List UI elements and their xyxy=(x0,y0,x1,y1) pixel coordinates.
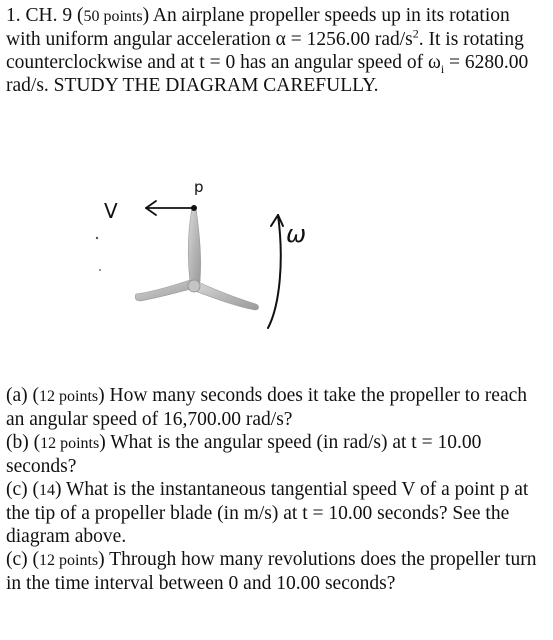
omega-symbol: ω xyxy=(427,52,441,73)
propeller-blade-left xyxy=(135,280,196,301)
problem-points: 50 points xyxy=(83,8,143,25)
questions-list xyxy=(6,384,546,595)
problem-text-a: An airplane propeller speeds up in its rotation with uniform angular acceleration xyxy=(6,5,510,50)
question-b: (b) (12 points) What is the angular speed (in rad/s) at t = 10.00 seconds? xyxy=(6,432,482,477)
propeller-diagram xyxy=(80,170,380,370)
omega-subscript: i xyxy=(440,61,445,76)
propeller-hub xyxy=(188,280,200,292)
propeller-blade-top xyxy=(188,208,200,282)
speck-dot xyxy=(96,237,98,239)
chapter-label: CH. 9 xyxy=(25,5,73,26)
question-c-revolutions: (c) (12 points) Through how many revolutions does the propeller turn in the time interval between 0 and 10.00 seconds? xyxy=(6,549,537,594)
propeller-icon xyxy=(135,208,258,310)
alpha-symbol: α xyxy=(275,29,286,50)
velocity-label: V xyxy=(104,199,118,223)
problem-text-b: . It is rotating counterclockwise and at t = 0 has an angular speed of xyxy=(6,29,524,73)
question-a: (a) (12 points) How many seconds does it take the propeller to reach an angular speed of 16,700.00 rad/s? xyxy=(6,385,527,430)
speck-dot xyxy=(99,269,101,271)
omega-label: ω xyxy=(286,220,307,248)
alpha-value: = 1256.00 rad/s xyxy=(285,29,413,50)
alpha-exponent: 2 xyxy=(412,26,419,41)
problem-number: 1. xyxy=(6,5,21,26)
point-p-label: p xyxy=(194,178,204,196)
propeller-blade-right xyxy=(192,282,259,310)
problem-statement: 1. CH. 9 (50 points) An airplane propeller speeds up in its rotation with uniform angular acceleration α = 1256.00 rad/$s^2$. It is rotating counterclockwise and at t = 0 has an angular speed of $\omega_i = 6280.00$ rad/s. STUDY THE DIAGRAM CAREFULLY. xyxy=(6,5,529,96)
omega-value: = 6280.00 rad/s. STUDY THE DIAGRAM CAREFULLY. xyxy=(6,52,529,96)
question-c-tangential-speed: (c) (14) What is the instantaneous tangential speed V of a point p at the tip of a propeller blade (in m/s) at t = 10.00 seconds? See the diagram above. xyxy=(6,479,529,547)
velocity-arrow xyxy=(146,201,192,215)
rotation-arrow-icon xyxy=(268,215,283,328)
point-p-dot xyxy=(191,205,197,211)
